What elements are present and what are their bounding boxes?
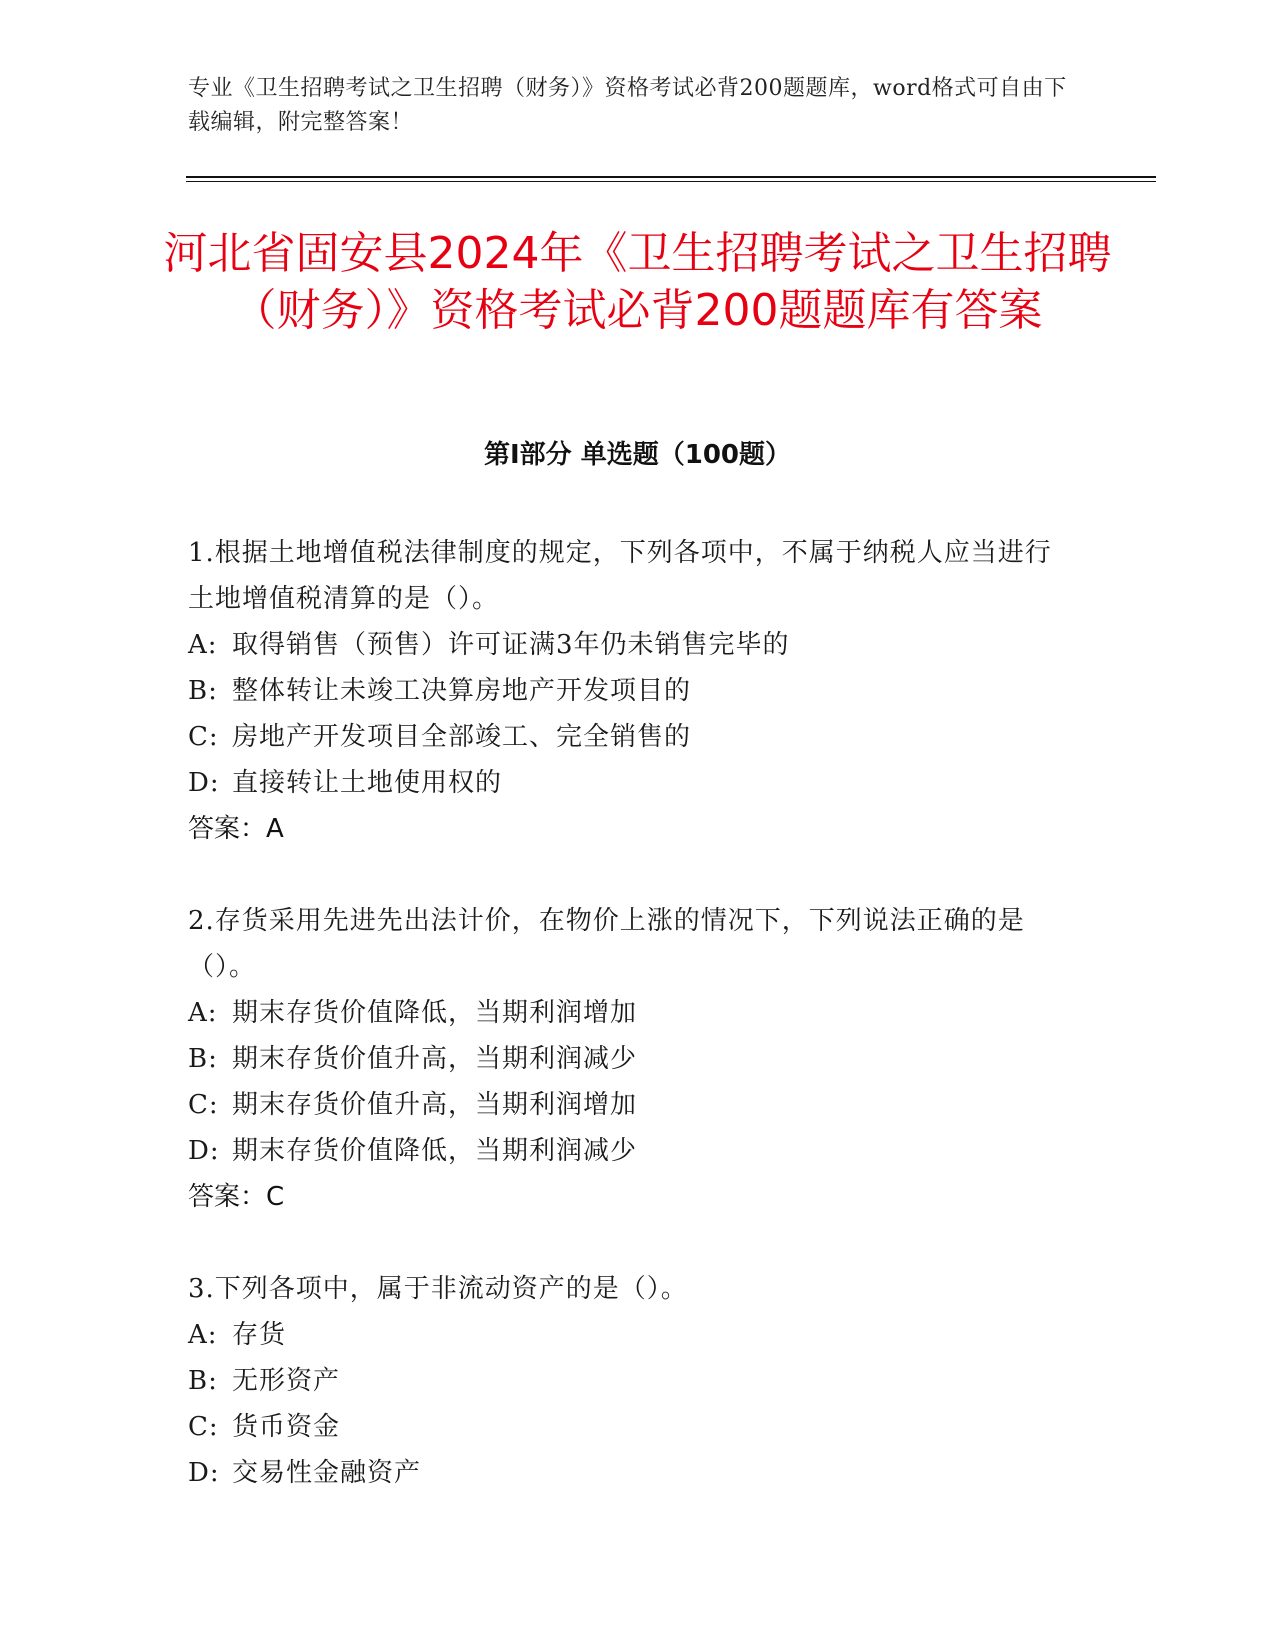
option-letter: C: [188, 1090, 219, 1120]
option-text: 无形资产 [232, 1366, 341, 1396]
option-text: 直接转让土地使用权的 [232, 768, 503, 798]
option-text: 整体转让未竣工决算房地产开发项目的 [232, 676, 692, 706]
option-d [188, 1128, 1068, 1174]
question-stem: 3.下列各项中，属于非流动资产的是（）。 [188, 1274, 688, 1304]
option-letter: A: [188, 1320, 218, 1350]
option-text: 存货 [232, 1320, 287, 1350]
option-letter: B: [188, 676, 218, 706]
option-b [188, 668, 1068, 714]
option-d [188, 1450, 1068, 1496]
option-letter: B: [188, 1366, 218, 1396]
option-letter: D: [188, 768, 220, 798]
option-text: 房地产开发项目全部竣工、完全销售的 [232, 722, 692, 752]
option-letter: B: [188, 1044, 218, 1074]
option-text: 期末存货价值升高，当期利润减少 [232, 1044, 638, 1074]
option-text: 货币资金 [232, 1412, 341, 1442]
option-d [188, 760, 1068, 806]
option-text: 交易性金融资产 [232, 1458, 422, 1488]
question-stem: 1.根据土地增值税法律制度的规定，下列各项中，不属于纳税人应当进行土地增值税清算的是（）。 [188, 538, 1052, 614]
option-letter: A: [188, 998, 218, 1028]
option-letter: C: [188, 722, 219, 752]
header-rule-thin [186, 181, 1156, 182]
option-letter: D: [188, 1136, 220, 1166]
option-letter: C: [188, 1412, 219, 1442]
option-a [188, 622, 1068, 668]
document-title: 河北省固安县2024年《卫生招聘考试之卫生招聘（财务）》资格考试必背200题题库有答案 [163, 228, 1112, 336]
option-letter: D: [188, 1458, 220, 1488]
header-rule-thick [186, 176, 1156, 178]
question-list [188, 530, 1068, 1542]
option-c [188, 1082, 1068, 1128]
question-3 [188, 1266, 1068, 1496]
option-a [188, 990, 1068, 1036]
header-note: 专业《卫生招聘考试之卫生招聘（财务）》资格考试必背200题题库，word格式可自由下载编辑，附完整答案！ [188, 76, 1067, 135]
answer-line: 答案：C [188, 1182, 285, 1212]
option-b [188, 1036, 1068, 1082]
question-stem: 2.存货采用先进先出法计价，在物价上涨的情况下，下列说法正确的是（）。 [188, 906, 1025, 982]
option-text: 取得销售（预售）许可证满3年仍未销售完毕的 [232, 630, 790, 660]
question-1 [188, 530, 1068, 852]
option-letter: A: [188, 630, 218, 660]
option-text: 期末存货价值降低，当期利润增加 [232, 998, 638, 1028]
answer-line: 答案：A [188, 814, 284, 844]
option-c [188, 714, 1068, 760]
option-text: 期末存货价值升高，当期利润增加 [232, 1090, 638, 1120]
option-c [188, 1404, 1068, 1450]
section-heading: 第I部分 单选题（100题） [484, 440, 791, 470]
option-a [188, 1312, 1068, 1358]
option-b [188, 1358, 1068, 1404]
option-text: 期末存货价值降低，当期利润减少 [232, 1136, 638, 1166]
question-2 [188, 898, 1068, 1220]
